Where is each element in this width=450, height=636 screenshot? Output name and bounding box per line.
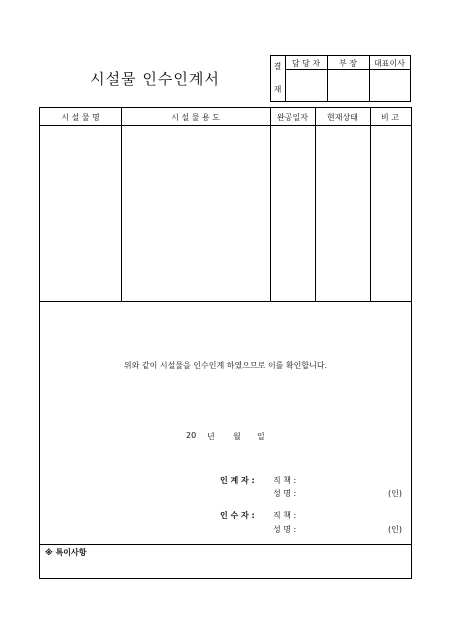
receiver-position-label: 직 책 : — [273, 511, 297, 520]
approval-col-director: 부 장 — [339, 59, 357, 68]
header-remarks: 비 고 — [381, 113, 399, 122]
approval-label-bottom: 재 — [273, 85, 282, 94]
date-year: 년 — [207, 432, 215, 441]
header-completion-date: 완공일자 — [277, 113, 308, 122]
approval-label-top: 결 — [273, 62, 282, 71]
cell-remarks[interactable] — [372, 127, 409, 300]
cell-current-status[interactable] — [317, 127, 369, 300]
handover-position-label: 직 책 : — [273, 476, 297, 485]
approval-sign-manager[interactable] — [286, 70, 326, 100]
approval-col-manager: 담 당 자 — [291, 59, 321, 68]
header-facility-use: 시 설 물 용 도 — [171, 113, 220, 122]
document-title: 시설물 인수인계서 — [90, 70, 220, 88]
approval-sign-director[interactable] — [328, 70, 368, 100]
handover-name-label: 성 명 : — [273, 489, 297, 498]
special-notes-label: ※ 특이사항 — [45, 548, 87, 557]
cell-completion-date[interactable] — [272, 127, 314, 300]
handover-seal: (인) — [388, 489, 402, 498]
receiver-name-label: 성 명 : — [273, 525, 297, 534]
approval-col-ceo: 대표이사 — [374, 59, 405, 68]
cell-facility-name[interactable] — [41, 127, 120, 300]
cell-facility-use[interactable] — [123, 127, 269, 300]
handover-label: 인 계 자 : — [220, 476, 255, 485]
header-facility-name: 시 설 물 명 — [61, 113, 100, 122]
header-current-status: 현재상태 — [327, 113, 358, 122]
date-day: 일 — [257, 432, 265, 441]
receiver-seal: (인) — [388, 525, 402, 534]
special-notes-field[interactable] — [41, 558, 409, 576]
date-year-prefix: 20 — [186, 431, 197, 440]
date-month: 월 — [233, 432, 241, 441]
receiver-label: 인 수 자 : — [220, 511, 255, 520]
confirmation-statement: 위와 같이 시설물을 인수인계 하였으므로 이를 확인합니다. — [123, 361, 328, 370]
approval-sign-ceo[interactable] — [370, 70, 409, 100]
